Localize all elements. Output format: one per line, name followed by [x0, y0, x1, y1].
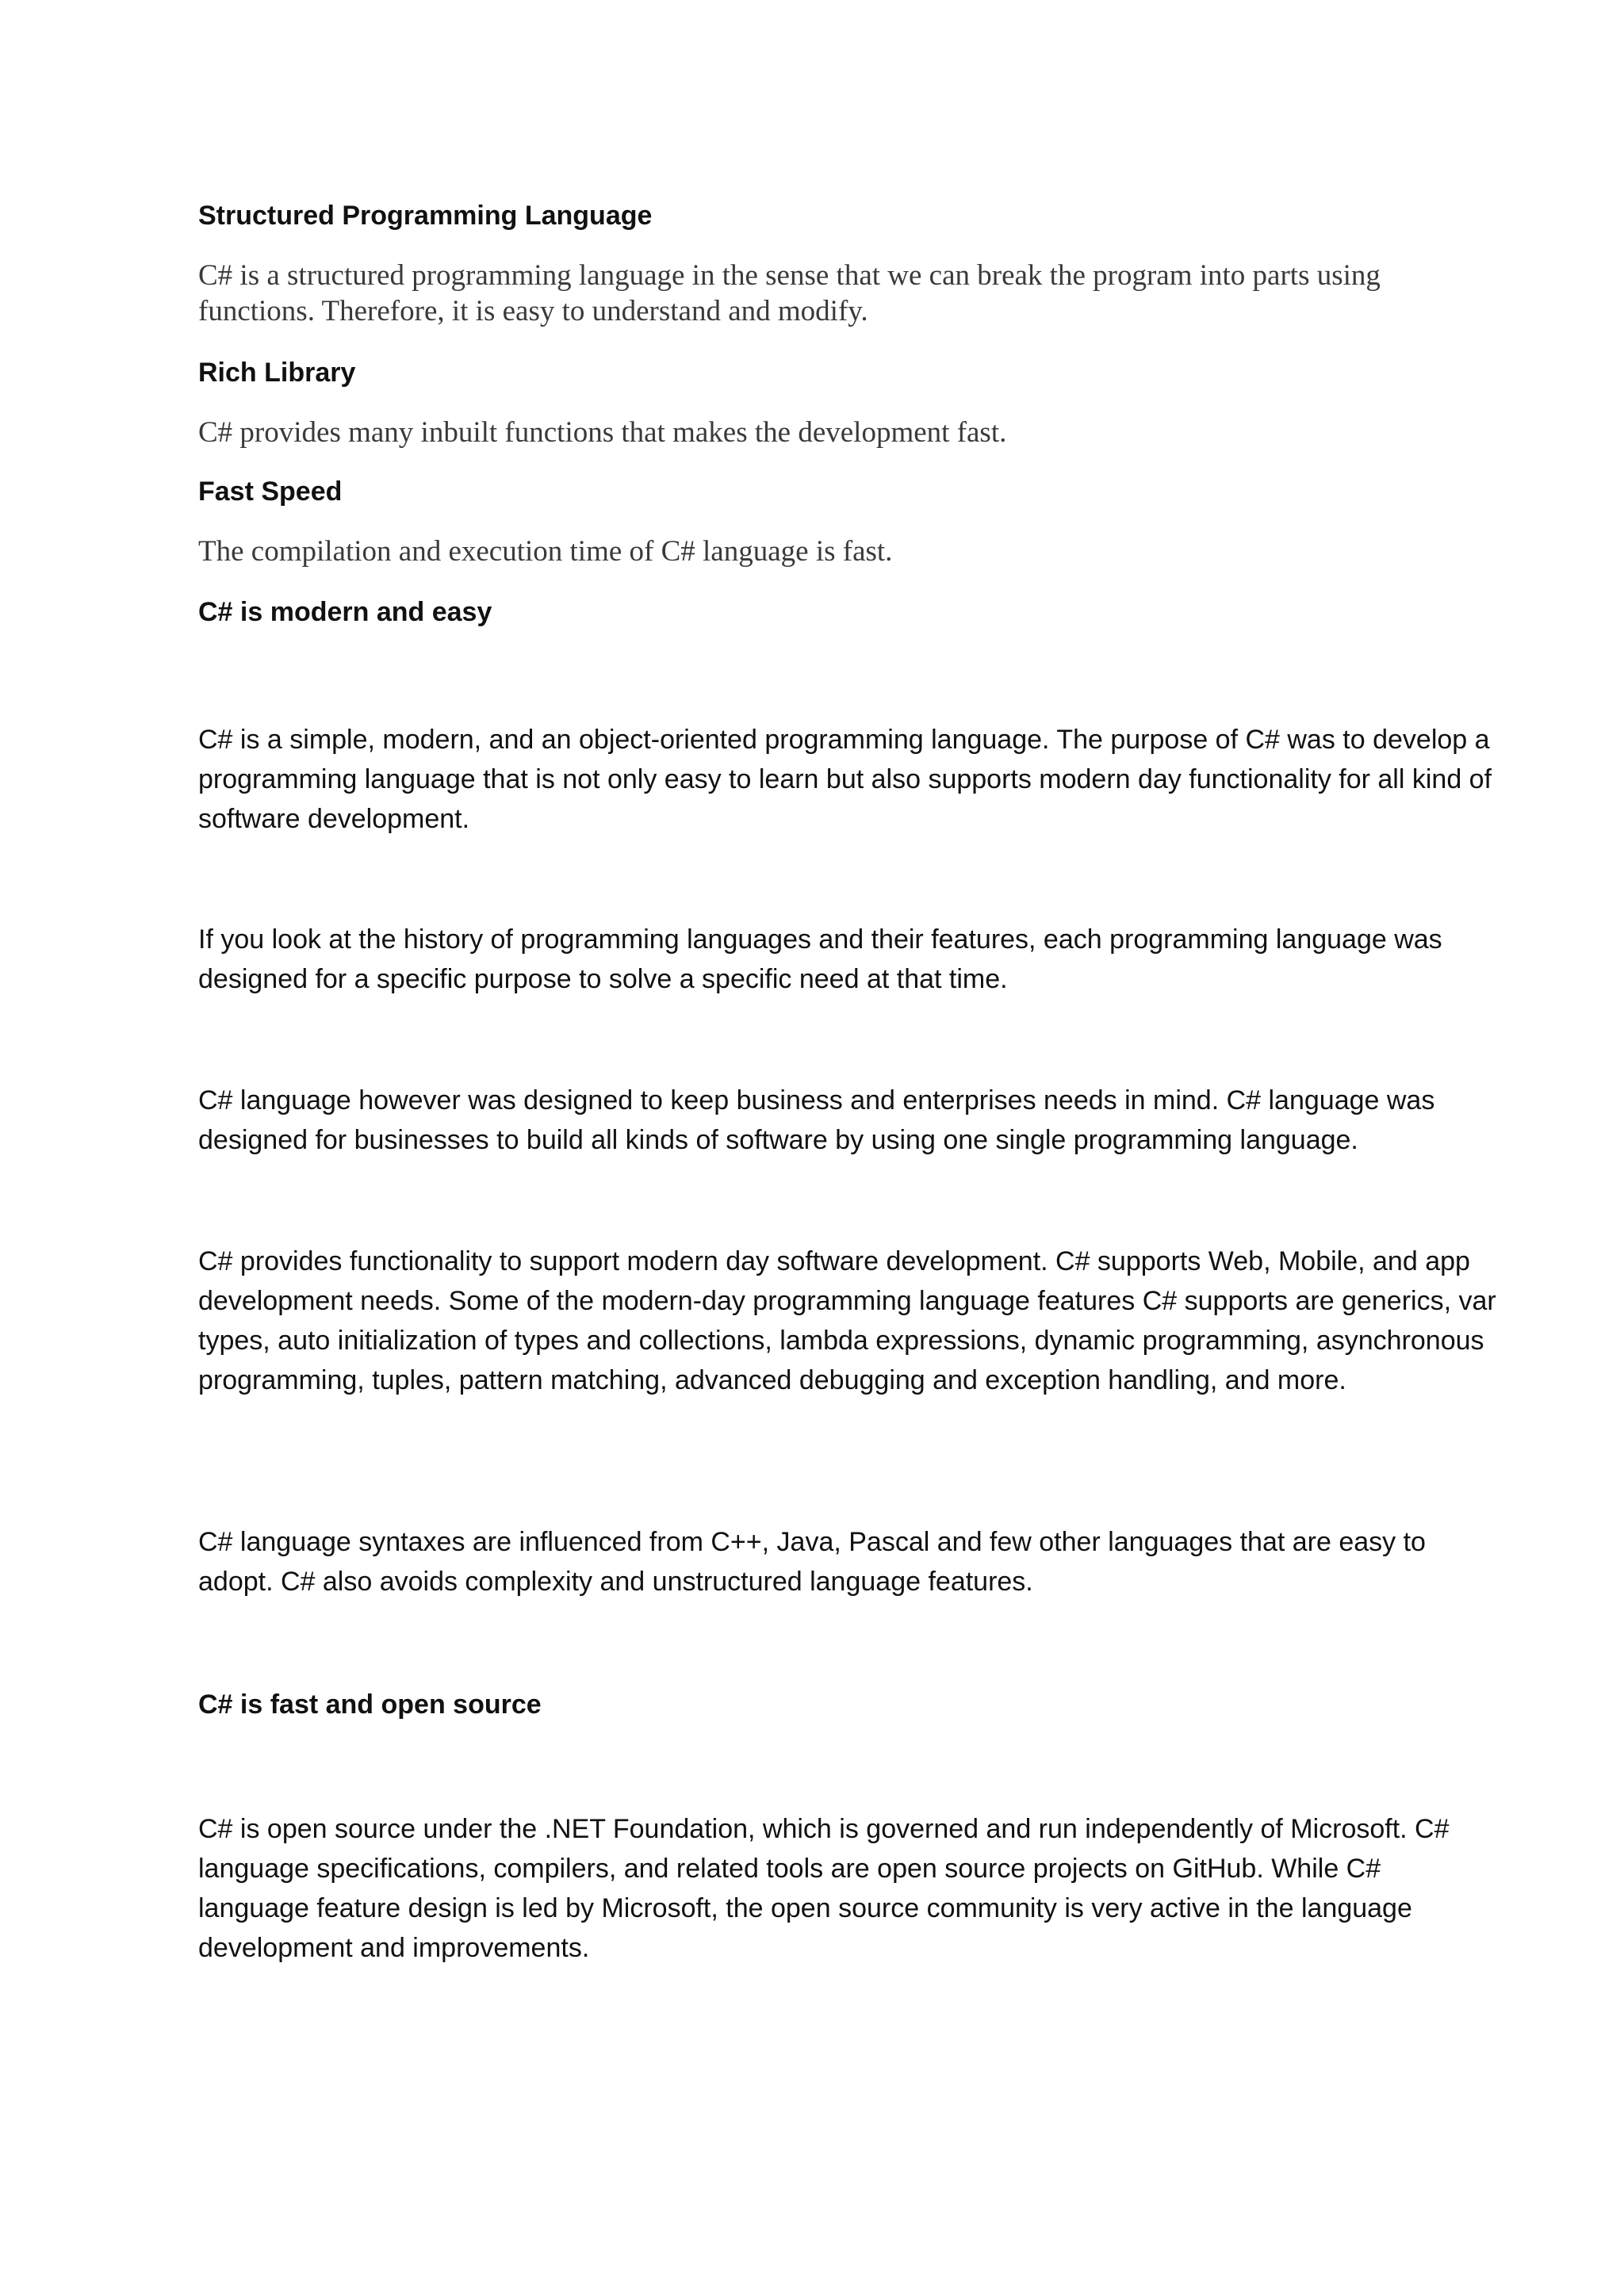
- heading-rich-library: Rich Library: [198, 358, 356, 388]
- paragraph-syntax-influence: C# language syntaxes are influenced from C++, Java, Pascal and few other languages that are easy to adopt. C# also avoids complexity and unstructured language features.: [198, 1527, 1426, 1597]
- heading-fast-and-open-source: C# is fast and open source: [198, 1689, 542, 1720]
- heading-fast-speed: Fast Speed: [198, 476, 343, 507]
- paragraph-open-source: C# is open source under the .NET Foundation, which is governed and run independently of Microsoft. C# language specifications, compilers, and related tools are open source projects on GitHub. While C# language feature design is led by Microsoft, the open source community is very active in the language development and improvements.: [198, 1814, 1450, 1963]
- paragraph-modern-features: C# provides functionality to support modern day software development. C# supports Web, Mobile, and app development needs. Some of the modern-day programming language features C# supports are generics, var types, auto initialization of types and collections, lambda expressions, dynamic programming, asynchronous programming, tuples, pattern matching, advanced debugging and exception handling, and more.: [198, 1246, 1496, 1395]
- paragraph-modern-purpose: C# is a simple, modern, and an object-oriented programming language. The purpose of C# was to develop a programming language that is not only easy to learn but also supports modern day functionality for all kind of software development.: [198, 725, 1492, 834]
- paragraph-fast-speed: The compilation and execution time of C# language is fast.: [198, 535, 893, 568]
- heading-modern-and-easy: C# is modern and easy: [198, 597, 492, 627]
- paragraph-history: If you look at the history of programming languages and their features, each programming language was designed for a specific purpose to solve a specific need at that time.: [198, 924, 1442, 994]
- paragraph-structured-programming: C# is a structured programming language in the sense that we can break the program into parts using functions. Therefore, it is easy to understand and modify.: [198, 259, 1381, 327]
- heading-structured-programming: Structured Programming Language: [198, 201, 653, 231]
- paragraph-business-needs: C# language however was designed to keep business and enterprises needs in mind. C# language was designed for businesses to build all kinds of software by using one single programming language.: [198, 1085, 1435, 1155]
- paragraph-rich-library: C# provides many inbuilt functions that makes the development fast.: [198, 416, 1007, 449]
